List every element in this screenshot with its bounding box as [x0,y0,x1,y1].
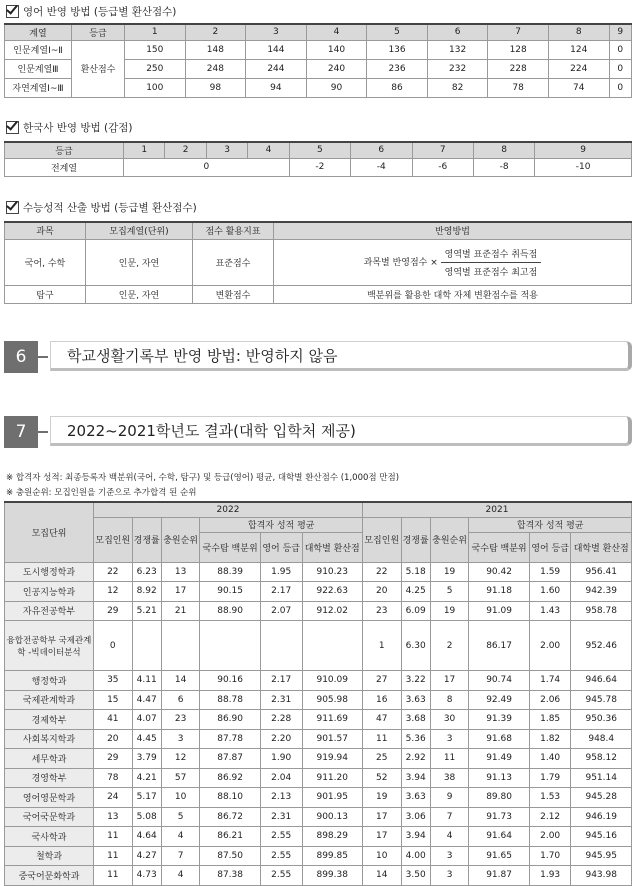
result-cell: 958.12 [571,749,632,769]
result-cell: 3 [430,866,469,886]
result-cell: 4.11 [132,671,161,691]
dept-name: 국제관계학과 [5,690,94,710]
result-cell: 3.63 [401,690,430,710]
result-cell: 956.41 [571,562,632,582]
result-cell: 3.79 [132,749,161,769]
result-cell: 88.90 [200,601,260,621]
result-cell: 12 [161,749,200,769]
result-cell: 23 [161,710,200,730]
result-cell: 950.36 [571,710,632,730]
table-row [5,807,632,827]
result-cell: 11 [94,827,133,847]
result-cell: 86.92 [200,768,260,788]
result-cell: 919.94 [302,749,362,769]
result-cell: 19 [430,601,469,621]
section-heading: 학교생활기록부 반영 방법: 반영하지 않음 [50,341,632,371]
table-row [5,729,632,749]
result-cell: 1.90 [260,749,302,769]
result-cell: 1.43 [529,601,571,621]
result-cell: 86.72 [200,807,260,827]
section-number: 7 [4,416,38,448]
result-cell: 911.69 [302,710,362,730]
result-cell: 2.55 [260,846,302,866]
result-cell: 1.74 [529,671,571,691]
checkbox-icon [6,201,19,214]
dept-name: 자유전공학부 [5,601,94,621]
result-cell: 6.30 [401,621,430,671]
result-cell: 4 [161,866,200,886]
result-cell: 2.00 [529,621,571,671]
dept-name: 영어영문학과 [5,788,94,808]
result-cell: 945.16 [571,827,632,847]
dept-name: 사회복지학과 [5,729,94,749]
result-cell: 86.90 [200,710,260,730]
result-cell: 4.25 [401,582,430,602]
result-cell: 901.95 [302,788,362,808]
result-cell: 1.82 [529,729,571,749]
result-cell: 1.40 [529,749,571,769]
table-row [5,671,632,691]
result-cell: 2.04 [260,768,302,788]
result-cell: 905.98 [302,690,362,710]
result-cell: 5.21 [132,601,161,621]
result-cell: 88.78 [200,690,260,710]
result-cell: 951.14 [571,768,632,788]
dept-name: 세무학과 [5,749,94,769]
col-header: 등급 [72,24,125,40]
result-cell: 945.95 [571,846,632,866]
result-cell: 87.87 [200,749,260,769]
result-cell: 11 [94,866,133,886]
result-cell: 17 [362,807,401,827]
result-cell: 2.12 [529,807,571,827]
result-cell: 5.08 [132,807,161,827]
admission-results-table: 모집단위 2022 2021 모집인원 경쟁률 충원순위 합격자 성적 평균 모집인원 경쟁률 충원순위 합격자 성적 평균 국수탐 백분위 영어 등급 대학별 환산점 국수탐 백분위 영어 등급 대학별 환산점 도시행정학과 22 6.23 13 88.39 1.95 910.23 22 5.18 19 90.42 1.59 956.41 인공지능학과 12 8.92 17 90.15 2.17 922.63 20 4.25 5 91.18 1.60 942.39 자유전공학부 29 5.21 21 88.90 2.07 912.02 23 6.09 19 91.09 1.43 958.78 융합전공학부 국제관계학 -빅데이터분석 0 1 6.30 2 86.17 2.00 952.46 행정학과 35 4.11 14 90.16 2.17 910.09 27 3.22 17 90.74 1.74 946.64 국제관계학과 15 4.47 6 88.78 2.31 905.98 16 3.63 8 92.49 2.06 945.78 경제학부 41 4.07 23 86.90 2.28 911.69 47 3.68 30 91.39 1.85 950.36 사회복지학과 20 4.45 3 87.78 2.20 901.57 11 5.36 3 91.68 1.82 948.4 세무학과 29 3.79 12 87.87 1.90 919.94 25 2.92 11 91.49 1.40 958.12 경영학부 78 4.21 57 86.92 2.04 911.20 52 3.94 38 91.13 1.79 951.14 영어영문학과 24 5.17 10 88.10 2.13 901.95 19 3.63 9 89.80 1.53 945.28 국어국문학과 13 5.08 5 86.72 2.31 900.13 17 3.06 7 91.73 2.12 946.19 국사학과 11 4.64 4 86.21 2.55 898.29 17 3.94 4 91.64 2.00 945.16 철학과 11 4.27 7 87.50 2.55 899.85 10 4.00 3 91.65 1.70 945.95 중국어문화학과 11 4.73 4 87.38 2.55 899.38 14 3.50 3 91.87 1.93 943.98 [4,501,632,886]
note-line: ※ 충원순위: 모집인원을 기준으로 추가합격 된 순위 [6,488,197,498]
result-cell: 2 [430,621,469,671]
result-cell: 1.93 [529,866,571,886]
result-cell: 3 [430,729,469,749]
result-cell: 958.78 [571,601,632,621]
result-cell: 23 [362,601,401,621]
result-cell: 3.94 [401,768,430,788]
result-cell: 16 [362,690,401,710]
table-row [5,788,632,808]
result-cell: 922.63 [302,582,362,602]
result-cell: 17 [430,671,469,691]
result-cell: 3.06 [401,807,430,827]
result-cell: 1.53 [529,788,571,808]
section-6-banner [4,341,632,373]
result-cell: 901.57 [302,729,362,749]
result-cell: 89.80 [469,788,529,808]
result-cell: 7 [161,846,200,866]
result-cell: 2.55 [260,827,302,847]
result-cell: 4.45 [132,729,161,749]
csat-section-title: 수능성적 산출 방법 (등급별 환산점수) [6,200,197,215]
result-cell: 4.47 [132,690,161,710]
result-cell: 5.17 [132,788,161,808]
result-cell: 3.94 [401,827,430,847]
result-cell: 912.02 [302,601,362,621]
result-cell: 1.59 [529,562,571,582]
section-number: 6 [4,341,38,373]
result-cell: 3.50 [401,866,430,886]
table-row [5,866,632,886]
result-cell: 88.10 [200,788,260,808]
result-cell: 88.39 [200,562,260,582]
result-cell [161,621,200,671]
result-cell: 78 [94,768,133,788]
result-cell: 6 [161,690,200,710]
result-cell: 946.19 [571,807,632,827]
result-cell: 22 [94,562,133,582]
result-cell: 90.16 [200,671,260,691]
result-cell: 3 [430,846,469,866]
result-cell: 942.39 [571,582,632,602]
result-cell: 47 [362,710,401,730]
dept-name: 중국어문화학과 [5,866,94,886]
result-cell: 15 [94,690,133,710]
result-cell: 2.31 [260,690,302,710]
result-cell: 910.09 [302,671,362,691]
result-cell: 91.65 [469,846,529,866]
result-cell: 90.15 [200,582,260,602]
result-cell: 4.21 [132,768,161,788]
col-header: 계열 [5,24,72,40]
result-cell: 57 [161,768,200,788]
dept-name: 융합전공학부 국제관계학 -빅데이터분석 [5,621,94,671]
result-cell: 1 [362,621,401,671]
result-cell: 52 [362,768,401,788]
result-cell: 1.60 [529,582,571,602]
result-cell: 3.63 [401,788,430,808]
result-cell: 6.23 [132,562,161,582]
checkbox-icon [6,121,19,134]
result-cell: 29 [94,749,133,769]
result-cell: 91.87 [469,866,529,886]
result-cell: 38 [430,768,469,788]
result-cell: 4 [430,827,469,847]
history-score-table: 등급 1 2 3 4 5 6 7 8 9 전계열 0 -2 -4 -6 -8 -10 [4,141,632,177]
result-cell: 8.92 [132,582,161,602]
result-cell: 4.27 [132,846,161,866]
result-cell: 10 [161,788,200,808]
result-cell [132,621,161,671]
result-cell [302,621,362,671]
result-cell: 2.06 [529,690,571,710]
result-cell: 3 [161,729,200,749]
result-cell: 900.13 [302,807,362,827]
result-cell: 90.42 [469,562,529,582]
result-cell: 29 [94,601,133,621]
result-cell: 19 [430,562,469,582]
result-cell: 87.50 [200,846,260,866]
dept-name: 국어국문학과 [5,807,94,827]
result-cell: 20 [94,729,133,749]
result-cell: 5 [161,807,200,827]
result-cell: 1.85 [529,710,571,730]
result-cell: 8 [430,690,469,710]
table-row [5,582,632,602]
table-row: 탐구 인문, 자연 변환점수 백분위를 활용한 대학 자체 변환점수를 적용 [5,285,632,303]
result-cell: 91.49 [469,749,529,769]
result-cell: 91.73 [469,807,529,827]
table-row [5,846,632,866]
result-cell: 945.78 [571,690,632,710]
result-cell: 10 [362,846,401,866]
result-cell: 2.17 [260,671,302,691]
result-cell: 11 [94,846,133,866]
result-cell: 17 [362,827,401,847]
table-row [5,562,632,582]
result-cell: 4.07 [132,710,161,730]
result-cell: 2.00 [529,827,571,847]
result-cell: 4.64 [132,827,161,847]
dept-name: 도시행정학과 [5,562,94,582]
result-cell: 86.17 [469,621,529,671]
result-cell: 91.39 [469,710,529,730]
result-cell: 899.38 [302,866,362,886]
formula-cell: 과목별 반영점수 × $\frac{\text{영역별 표준점수 취득점}}{\text{영역별 표준점수 최고점}}$ [274,239,632,285]
result-cell: 41 [94,710,133,730]
result-cell [260,621,302,671]
result-cell: 9 [430,788,469,808]
result-cell: 946.64 [571,671,632,691]
table-row: 인문계열Ⅲ 250 248 244 240 236 232 228 224 0 [5,59,632,78]
fraction: $\frac{\text{영역별 표준점수 취득점}}{\text{영역별 표준점수 최고점}}$ [441,247,542,278]
history-section-title: 한국사 반영 방법 (감점) [6,120,133,135]
result-cell: 2.28 [260,710,302,730]
result-cell: 4.73 [132,866,161,886]
result-cell: 945.28 [571,788,632,808]
table-row: 국어, 수학 인문, 자연 표준점수 과목별 반영점수 × $\frac{\text{영역별 표준점수 취득점}}{\text{영역별 표준점수 최고점}}$ [5,239,632,285]
result-cell: 910.23 [302,562,362,582]
result-cell: 943.98 [571,866,632,886]
result-cell: 899.85 [302,846,362,866]
result-cell: 911.20 [302,768,362,788]
result-cell: 91.09 [469,601,529,621]
result-cell: 35 [94,671,133,691]
result-cell: 2.13 [260,788,302,808]
result-cell: 14 [362,866,401,886]
result-cell: 87.38 [200,866,260,886]
result-cell: 2.92 [401,749,430,769]
result-cell: 7 [430,807,469,827]
result-cell: 22 [362,562,401,582]
result-cell: 5 [430,582,469,602]
dept-name: 경영학부 [5,768,94,788]
result-cell: 898.29 [302,827,362,847]
result-cell: 24 [94,788,133,808]
result-cell: 13 [94,807,133,827]
table-row [5,621,632,671]
result-cell: 91.64 [469,827,529,847]
result-cell: 2.31 [260,807,302,827]
dept-name: 행정학과 [5,671,94,691]
table-row [5,827,632,847]
result-cell: 948.4 [571,729,632,749]
result-cell: 12 [94,582,133,602]
section-heading: 2022~2021학년도 결과(대학 입학처 제공) [50,416,632,446]
result-cell: 2.20 [260,729,302,749]
result-cell: 1.70 [529,846,571,866]
result-cell: 5.36 [401,729,430,749]
result-cell: 87.78 [200,729,260,749]
result-cell: 1.79 [529,768,571,788]
result-cell: 21 [161,601,200,621]
result-cell: 27 [362,671,401,691]
csat-method-table: 과목 모집계열(단위) 점수 활용지표 반영방법 국어, 수학 인문, 자연 표준점수 과목별 반영점수 × $\frac{\text{영역별 표준점수 취득점}}{\text{영역별 표준점수 최고점}}$ 탐구 인문, 자연 변환점수 백분위를 활용한 대학 자체 변환점수를 적용 [4,221,632,304]
table-row [5,601,632,621]
result-cell: 2.17 [260,582,302,602]
table-row [5,710,632,730]
result-cell: 91.13 [469,768,529,788]
result-cell: 2.07 [260,601,302,621]
result-cell: 3.68 [401,710,430,730]
dept-name: 철학과 [5,846,94,866]
result-cell: 4.00 [401,846,430,866]
dept-name: 인공지능학과 [5,582,94,602]
result-cell: 92.49 [469,690,529,710]
result-cell: 25 [362,749,401,769]
table-row: 인문계열Ⅰ~Ⅱ 환산점수 150 148 144 140 136 132 128 124 0 [5,40,632,59]
result-cell: 86.21 [200,827,260,847]
result-cell: 17 [161,582,200,602]
result-cell: 11 [430,749,469,769]
section-7-banner [4,416,632,448]
dept-name: 국사학과 [5,827,94,847]
result-cell: 91.68 [469,729,529,749]
result-cell: 30 [430,710,469,730]
english-score-table: 계열 등급 1 2 3 4 5 6 7 8 9 인문계열Ⅰ~Ⅱ 환산점수 150 148 144 140 136 132 128 124 0 인문계열Ⅲ 250 248 244 240 236 232 228 224 0 자연계열Ⅰ~Ⅲ 100 98 94 90 86 82 78 74 0 [4,23,632,98]
table-row: 자연계열Ⅰ~Ⅲ 100 98 94 90 86 82 78 74 0 [5,78,632,97]
result-cell: 11 [362,729,401,749]
result-cell: 90.74 [469,671,529,691]
result-cell: 91.18 [469,582,529,602]
result-cell: 3.22 [401,671,430,691]
english-section-title: 영어 반영 방법 (등급별 환산점수) [6,4,176,19]
result-cell: 952.46 [571,621,632,671]
result-cell: 19 [362,788,401,808]
result-cell: 2.55 [260,866,302,886]
table-row [5,768,632,788]
result-cell: 5.18 [401,562,430,582]
result-cell: 4 [161,827,200,847]
result-cell: 14 [161,671,200,691]
result-cell: 0 [94,621,133,671]
result-cell: 1.95 [260,562,302,582]
checkbox-icon [6,5,19,18]
note-line: ※ 합격자 성적: 최종등록자 백분위(국어, 수학, 탐구) 및 등급(영어) 평균, 대학별 환산점수 (1,000점 만점) [6,473,400,483]
dept-name: 경제학부 [5,710,94,730]
table-row [5,749,632,769]
result-cell: 13 [161,562,200,582]
table-row [5,690,632,710]
result-cell: 20 [362,582,401,602]
table-row: 전계열 0 -2 -4 -6 -8 -10 [5,158,632,176]
result-cell: 6.09 [401,601,430,621]
result-cell [200,621,260,671]
